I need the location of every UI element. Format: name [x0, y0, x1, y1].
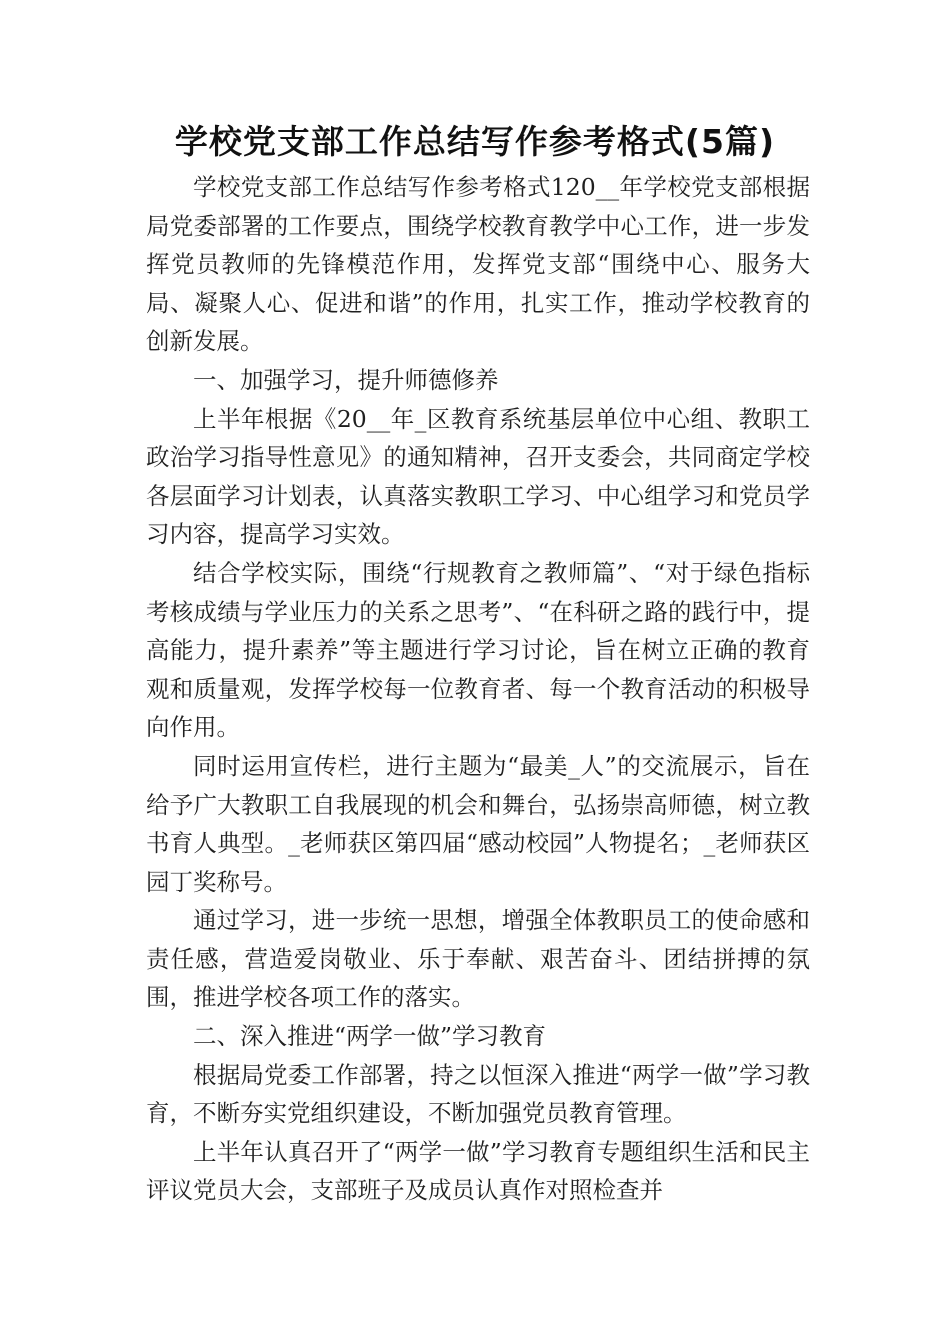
section-heading-1: 一、加强学习，提升师德修养	[193, 365, 499, 394]
paragraph: 根据局党委工作部署，持之以恒深入推进“两学一做”学习教育，不断夯实党组织建设，不断加强党员教育管理。	[146, 1060, 810, 1128]
document-body	[146, 168, 810, 1210]
document-title: 学校党支部工作总结写作参考格式(5篇)	[174, 122, 776, 161]
paragraph: 上半年认真召开了“两学一做”学习教育专题组织生活和民主评议党员大会，支部班子及成员认真作对照检查并	[146, 1137, 810, 1205]
paragraph: 同时运用宣传栏，进行主题为“最美_人”的交流展示，旨在给予广大教职工自我展现的机会和舞台，弘扬崇高师德，树立教书育人典型。_老师获区第四届“感动校园”人物提名；_老师获区园丁奖称号。	[146, 751, 810, 896]
section-heading-2: 二、深入推进“两学一做”学习教育	[193, 1022, 547, 1051]
paragraph: 上半年根据《20__年_区教育系统基层单位中心组、教职工政治学习指导性意见》的通知精神，召开支委会，共同商定学校各层面学习计划表，认真落实教职工学习、中心组学习和党员学习内容，提高学习实效。	[146, 404, 810, 549]
paragraph-intro: 学校党支部工作总结写作参考格式120__年学校党支部根据局党委部署的工作要点，围绕学校教育教学中心工作，进一步发挥党员教师的先锋模范作用，发挥党支部“围绕中心、服务大局、凝聚人心、促进和谐”的作用，扎实工作，推动学校教育的创新发展。	[146, 173, 810, 356]
paragraph: 通过学习，进一步统一思想，增强全体教职员工的使命感和责任感，营造爱岗敬业、乐于奉献、艰苦奋斗、团结拼搏的氛围，推进学校各项工作的落实。	[146, 906, 810, 1012]
paragraph: 结合学校实际，围绕“行规教育之教师篇”、“对于绿色指标考核成绩与学业压力的关系之思考”、“在科研之路的践行中，提高能力，提升素养”等主题进行学习讨论，旨在树立正确的教育观和质量观，发挥学校每一位教育者、每一个教育活动的积极导向作用。	[146, 558, 810, 742]
